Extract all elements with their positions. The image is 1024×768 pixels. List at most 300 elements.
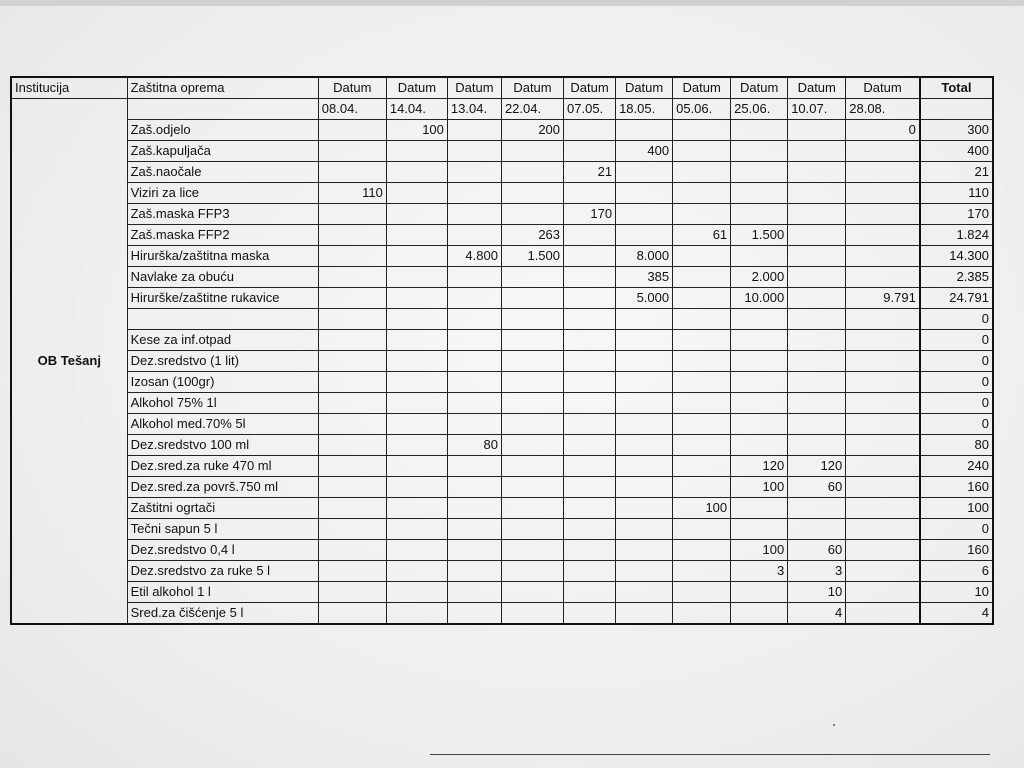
- item-name: Hirurške/zaštitne rukavice: [127, 288, 318, 309]
- quantity-cell: [616, 225, 673, 246]
- quantity-cell: [731, 183, 788, 204]
- quantity-cell: [731, 330, 788, 351]
- quantity-cell: [616, 351, 673, 372]
- quantity-cell: [501, 477, 563, 498]
- quantity-cell: [846, 498, 920, 519]
- quantity-cell: [616, 498, 673, 519]
- table-row: [11, 330, 993, 351]
- item-name: Zaš.odjelo: [127, 120, 318, 141]
- quantity-cell: [318, 435, 386, 456]
- quantity-cell: [447, 414, 501, 435]
- quantity-cell: [788, 288, 846, 309]
- quantity-cell: [788, 204, 846, 225]
- quantity-cell: [501, 330, 563, 351]
- item-name: Alkohol med.70% 5l: [127, 414, 318, 435]
- quantity-cell: [447, 393, 501, 414]
- total-header: Total: [920, 77, 993, 99]
- quantity-cell: [564, 141, 616, 162]
- item-name: Tečni sapun 5 l: [127, 519, 318, 540]
- quantity-cell: 200: [501, 120, 563, 141]
- quantity-cell: [616, 603, 673, 625]
- total-cell: 0: [920, 372, 993, 393]
- item-name: Zaš.kapuljača: [127, 141, 318, 162]
- quantity-cell: [386, 141, 447, 162]
- quantity-cell: [386, 477, 447, 498]
- quantity-cell: [846, 456, 920, 477]
- quantity-cell: 0: [846, 120, 920, 141]
- date-value: 14.04.: [386, 99, 447, 120]
- quantity-cell: [673, 351, 731, 372]
- quantity-cell: [731, 519, 788, 540]
- quantity-cell: [616, 120, 673, 141]
- quantity-cell: [447, 330, 501, 351]
- total-cell: 110: [920, 183, 993, 204]
- quantity-cell: [447, 288, 501, 309]
- quantity-cell: [318, 246, 386, 267]
- quantity-cell: [564, 414, 616, 435]
- quantity-cell: [788, 162, 846, 183]
- quantity-cell: [673, 120, 731, 141]
- quantity-cell: 100: [673, 498, 731, 519]
- quantity-cell: 9.791: [846, 288, 920, 309]
- quantity-cell: [447, 582, 501, 603]
- quantity-cell: 400: [616, 141, 673, 162]
- table-row: [11, 414, 993, 435]
- quantity-cell: [846, 351, 920, 372]
- quantity-cell: [318, 561, 386, 582]
- equipment-blank: [127, 99, 318, 120]
- quantity-cell: [386, 162, 447, 183]
- quantity-cell: [386, 456, 447, 477]
- date-header: Datum: [616, 77, 673, 99]
- item-name: Navlake za obuću: [127, 267, 318, 288]
- quantity-cell: [788, 498, 846, 519]
- quantity-cell: [731, 120, 788, 141]
- quantity-cell: [564, 288, 616, 309]
- quantity-cell: [318, 456, 386, 477]
- quantity-cell: [564, 351, 616, 372]
- quantity-cell: [788, 393, 846, 414]
- institution-name: OB Tešanj: [11, 99, 127, 625]
- quantity-cell: [673, 603, 731, 625]
- table-row: [11, 435, 993, 456]
- total-cell: 240: [920, 456, 993, 477]
- date-header: Datum: [788, 77, 846, 99]
- equipment-header: Zaštitna oprema: [127, 77, 318, 99]
- date-value: 25.06.: [731, 99, 788, 120]
- quantity-cell: [788, 519, 846, 540]
- quantity-cell: [318, 540, 386, 561]
- item-name: Sred.za čišćenje 5 l: [127, 603, 318, 625]
- item-name: Dez.sred.za površ.750 ml: [127, 477, 318, 498]
- date-value: 05.06.: [673, 99, 731, 120]
- quantity-cell: [616, 435, 673, 456]
- quantity-cell: 4: [788, 603, 846, 625]
- quantity-cell: [846, 519, 920, 540]
- total-cell: 0: [920, 414, 993, 435]
- quantity-cell: [386, 246, 447, 267]
- header-row: [11, 77, 993, 99]
- quantity-cell: [318, 288, 386, 309]
- quantity-cell: [447, 603, 501, 625]
- date-value: 08.04.: [318, 99, 386, 120]
- quantity-cell: [501, 372, 563, 393]
- quantity-cell: [501, 414, 563, 435]
- quantity-cell: [846, 330, 920, 351]
- quantity-cell: [501, 435, 563, 456]
- quantity-cell: [501, 183, 563, 204]
- total-cell: 21: [920, 162, 993, 183]
- quantity-cell: [616, 183, 673, 204]
- quantity-cell: [447, 540, 501, 561]
- dates-row: [11, 99, 993, 120]
- quantity-cell: [386, 267, 447, 288]
- quantity-cell: [447, 183, 501, 204]
- quantity-cell: [846, 225, 920, 246]
- quantity-cell: [564, 393, 616, 414]
- quantity-cell: [318, 225, 386, 246]
- table-row: [11, 267, 993, 288]
- quantity-cell: [386, 393, 447, 414]
- table-row: [11, 162, 993, 183]
- quantity-cell: [673, 435, 731, 456]
- quantity-cell: [616, 582, 673, 603]
- quantity-cell: [447, 498, 501, 519]
- quantity-cell: [318, 120, 386, 141]
- table-row: [11, 540, 993, 561]
- quantity-cell: [564, 267, 616, 288]
- date-header: Datum: [673, 77, 731, 99]
- quantity-cell: [318, 582, 386, 603]
- table-row: [11, 204, 993, 225]
- paper-top-edge: [0, 0, 1024, 6]
- table-row: [11, 141, 993, 162]
- quantity-cell: [564, 477, 616, 498]
- quantity-cell: [564, 603, 616, 625]
- quantity-cell: [731, 246, 788, 267]
- quantity-cell: [501, 561, 563, 582]
- item-name: Dez.sredstvo 0,4 l: [127, 540, 318, 561]
- table-row: [11, 498, 993, 519]
- table-row: [11, 225, 993, 246]
- date-value: 22.04.: [501, 99, 563, 120]
- quantity-cell: [846, 603, 920, 625]
- quantity-cell: [846, 309, 920, 330]
- quantity-cell: [564, 372, 616, 393]
- quantity-cell: [447, 561, 501, 582]
- quantity-cell: 8.000: [616, 246, 673, 267]
- quantity-cell: 61: [673, 225, 731, 246]
- item-name: Hirurška/zaštitna maska: [127, 246, 318, 267]
- total-cell: 0: [920, 393, 993, 414]
- table-row: [11, 183, 993, 204]
- table-row: [11, 477, 993, 498]
- equipment-table: [10, 76, 994, 625]
- total-cell: 160: [920, 540, 993, 561]
- quantity-cell: [318, 393, 386, 414]
- total-cell: 300: [920, 120, 993, 141]
- quantity-cell: [386, 183, 447, 204]
- quantity-cell: [616, 456, 673, 477]
- quantity-cell: [564, 225, 616, 246]
- quantity-cell: [788, 330, 846, 351]
- quantity-cell: 5.000: [616, 288, 673, 309]
- date-value: 18.05.: [616, 99, 673, 120]
- quantity-cell: [616, 393, 673, 414]
- quantity-cell: [673, 561, 731, 582]
- quantity-cell: [788, 141, 846, 162]
- quantity-cell: [731, 582, 788, 603]
- quantity-cell: [501, 288, 563, 309]
- quantity-cell: [616, 477, 673, 498]
- quantity-cell: [318, 267, 386, 288]
- total-cell: 170: [920, 204, 993, 225]
- quantity-cell: 2.000: [731, 267, 788, 288]
- quantity-cell: [501, 498, 563, 519]
- quantity-cell: [616, 162, 673, 183]
- quantity-cell: [386, 561, 447, 582]
- quantity-cell: 120: [788, 456, 846, 477]
- quantity-cell: [447, 267, 501, 288]
- quantity-cell: [673, 477, 731, 498]
- total-cell: 400: [920, 141, 993, 162]
- quantity-cell: [447, 309, 501, 330]
- quantity-cell: [318, 603, 386, 625]
- quantity-cell: [501, 309, 563, 330]
- quantity-cell: 120: [731, 456, 788, 477]
- quantity-cell: [447, 120, 501, 141]
- quantity-cell: [386, 414, 447, 435]
- quantity-cell: [616, 330, 673, 351]
- quantity-cell: [788, 120, 846, 141]
- quantity-cell: [673, 519, 731, 540]
- quantity-cell: [447, 456, 501, 477]
- paper-speck: [833, 724, 835, 726]
- quantity-cell: [673, 267, 731, 288]
- total-blank: [920, 99, 993, 120]
- date-header: Datum: [318, 77, 386, 99]
- quantity-cell: [447, 351, 501, 372]
- quantity-cell: [731, 141, 788, 162]
- date-value: 13.04.: [447, 99, 501, 120]
- quantity-cell: [564, 498, 616, 519]
- quantity-cell: [846, 393, 920, 414]
- total-cell: 4: [920, 603, 993, 625]
- quantity-cell: [501, 141, 563, 162]
- quantity-cell: [564, 519, 616, 540]
- quantity-cell: [564, 561, 616, 582]
- total-cell: 160: [920, 477, 993, 498]
- quantity-cell: [616, 540, 673, 561]
- item-name: Zaš.maska FFP2: [127, 225, 318, 246]
- quantity-cell: [386, 225, 447, 246]
- quantity-cell: [731, 414, 788, 435]
- quantity-cell: [318, 498, 386, 519]
- quantity-cell: [616, 204, 673, 225]
- item-name: Kese za inf.otpad: [127, 330, 318, 351]
- item-name: Dez.sredstvo za ruke 5 l: [127, 561, 318, 582]
- total-cell: 0: [920, 309, 993, 330]
- date-header: Datum: [386, 77, 447, 99]
- quantity-cell: [673, 456, 731, 477]
- total-cell: 100: [920, 498, 993, 519]
- table-row: [11, 246, 993, 267]
- quantity-cell: 385: [616, 267, 673, 288]
- total-cell: 0: [920, 330, 993, 351]
- quantity-cell: [788, 267, 846, 288]
- quantity-cell: [731, 309, 788, 330]
- quantity-cell: [731, 603, 788, 625]
- quantity-cell: [846, 204, 920, 225]
- quantity-cell: [386, 309, 447, 330]
- quantity-cell: [673, 540, 731, 561]
- quantity-cell: [501, 204, 563, 225]
- quantity-cell: [788, 225, 846, 246]
- quantity-cell: [673, 162, 731, 183]
- quantity-cell: 170: [564, 204, 616, 225]
- table-row: [11, 561, 993, 582]
- quantity-cell: [846, 267, 920, 288]
- quantity-cell: [318, 351, 386, 372]
- total-cell: 80: [920, 435, 993, 456]
- quantity-cell: [501, 456, 563, 477]
- quantity-cell: [318, 141, 386, 162]
- table-row: [11, 582, 993, 603]
- quantity-cell: [501, 393, 563, 414]
- quantity-cell: 263: [501, 225, 563, 246]
- quantity-cell: [846, 435, 920, 456]
- quantity-cell: 10: [788, 582, 846, 603]
- quantity-cell: [564, 246, 616, 267]
- quantity-cell: [564, 456, 616, 477]
- quantity-cell: [501, 267, 563, 288]
- quantity-cell: [318, 162, 386, 183]
- quantity-cell: [318, 477, 386, 498]
- quantity-cell: [673, 582, 731, 603]
- quantity-cell: 60: [788, 540, 846, 561]
- quantity-cell: [673, 309, 731, 330]
- quantity-cell: [846, 414, 920, 435]
- item-name: Alkohol 75% 1l: [127, 393, 318, 414]
- item-name: Etil alkohol 1 l: [127, 582, 318, 603]
- quantity-cell: [501, 540, 563, 561]
- quantity-cell: [386, 498, 447, 519]
- table-row: [11, 309, 993, 330]
- quantity-cell: 100: [386, 120, 447, 141]
- quantity-cell: 3: [731, 561, 788, 582]
- quantity-cell: [318, 309, 386, 330]
- quantity-cell: [673, 204, 731, 225]
- quantity-cell: [673, 141, 731, 162]
- quantity-cell: [846, 183, 920, 204]
- item-name: Dez.sredstvo (1 lit): [127, 351, 318, 372]
- quantity-cell: [447, 372, 501, 393]
- quantity-cell: [386, 435, 447, 456]
- quantity-cell: [616, 561, 673, 582]
- table-row: [11, 351, 993, 372]
- quantity-cell: [846, 477, 920, 498]
- date-value: 28.08.: [846, 99, 920, 120]
- quantity-cell: 100: [731, 540, 788, 561]
- quantity-cell: [447, 204, 501, 225]
- quantity-cell: [673, 393, 731, 414]
- quantity-cell: [447, 519, 501, 540]
- quantity-cell: [846, 141, 920, 162]
- quantity-cell: [788, 183, 846, 204]
- quantity-cell: [673, 183, 731, 204]
- quantity-cell: [564, 183, 616, 204]
- item-name: Zaš.maska FFP3: [127, 204, 318, 225]
- quantity-cell: [731, 162, 788, 183]
- quantity-cell: [616, 309, 673, 330]
- quantity-cell: [564, 330, 616, 351]
- quantity-cell: [616, 372, 673, 393]
- item-name: Zaštitni ogrtači: [127, 498, 318, 519]
- quantity-cell: [386, 288, 447, 309]
- institution-header: Institucija: [11, 77, 127, 99]
- quantity-cell: [788, 435, 846, 456]
- quantity-cell: [846, 372, 920, 393]
- quantity-cell: [564, 309, 616, 330]
- quantity-cell: [564, 540, 616, 561]
- quantity-cell: [564, 435, 616, 456]
- quantity-cell: [386, 351, 447, 372]
- quantity-cell: [846, 561, 920, 582]
- date-header: Datum: [731, 77, 788, 99]
- quantity-cell: [564, 582, 616, 603]
- quantity-cell: [788, 309, 846, 330]
- quantity-cell: [673, 414, 731, 435]
- date-value: 07.05.: [564, 99, 616, 120]
- quantity-cell: [731, 204, 788, 225]
- table-row: [11, 519, 993, 540]
- quantity-cell: [731, 498, 788, 519]
- quantity-cell: 10.000: [731, 288, 788, 309]
- quantity-cell: [386, 603, 447, 625]
- quantity-cell: 21: [564, 162, 616, 183]
- quantity-cell: [501, 519, 563, 540]
- quantity-cell: 1.500: [731, 225, 788, 246]
- quantity-cell: [501, 162, 563, 183]
- quantity-cell: [731, 435, 788, 456]
- quantity-cell: 80: [447, 435, 501, 456]
- quantity-cell: [731, 351, 788, 372]
- page-rule: [430, 754, 990, 755]
- table-row: [11, 393, 993, 414]
- quantity-cell: [616, 414, 673, 435]
- total-cell: 6: [920, 561, 993, 582]
- item-name: Viziri za lice: [127, 183, 318, 204]
- quantity-cell: [447, 477, 501, 498]
- date-header: Datum: [846, 77, 920, 99]
- quantity-cell: [788, 351, 846, 372]
- quantity-cell: [846, 582, 920, 603]
- quantity-cell: [386, 372, 447, 393]
- total-cell: 2.385: [920, 267, 993, 288]
- quantity-cell: 100: [731, 477, 788, 498]
- quantity-cell: [386, 330, 447, 351]
- quantity-cell: [673, 288, 731, 309]
- quantity-cell: [318, 330, 386, 351]
- total-cell: 1.824: [920, 225, 993, 246]
- quantity-cell: 1.500: [501, 246, 563, 267]
- quantity-cell: [846, 162, 920, 183]
- quantity-cell: [318, 372, 386, 393]
- quantity-cell: [846, 540, 920, 561]
- item-name: Dez.sredstvo 100 ml: [127, 435, 318, 456]
- quantity-cell: [447, 225, 501, 246]
- quantity-cell: [501, 351, 563, 372]
